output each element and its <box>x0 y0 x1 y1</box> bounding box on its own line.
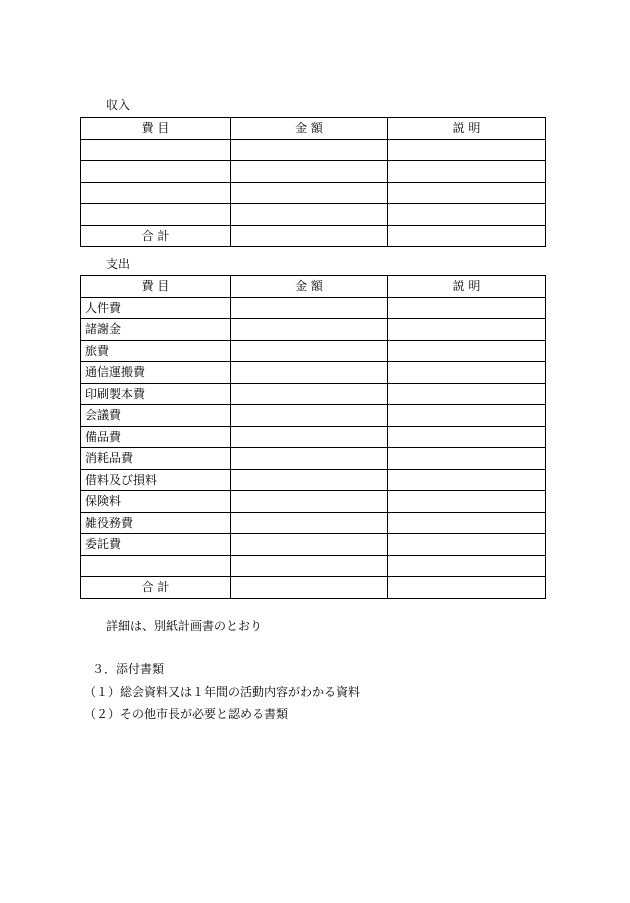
table-row <box>81 448 546 470</box>
description-cell <box>388 225 546 247</box>
description-cell <box>388 161 546 183</box>
item-cell <box>81 161 231 183</box>
description-cell <box>388 340 546 362</box>
attachment-item: （２）その他市長が必要と認める書類 <box>84 707 289 721</box>
description-cell <box>388 534 546 556</box>
description-cell <box>388 448 546 470</box>
description-cell <box>388 405 546 427</box>
table-row <box>81 405 546 427</box>
description-cell <box>388 182 546 204</box>
table-row <box>81 362 546 384</box>
amount-cell <box>231 297 388 319</box>
total-row <box>81 577 546 599</box>
table-row <box>81 297 546 319</box>
description-cell <box>388 383 546 405</box>
table-row <box>81 469 546 491</box>
details-note: 詳細は、別紙計画書のとおり <box>106 619 263 633</box>
table-row <box>81 534 546 556</box>
header-amount: 金 額 <box>231 276 388 298</box>
table-row <box>81 139 546 161</box>
amount-cell <box>231 362 388 384</box>
item-cell: 備品費 <box>81 426 231 448</box>
amount-cell <box>231 139 388 161</box>
amount-cell <box>231 512 388 534</box>
description-cell <box>388 491 546 513</box>
amount-cell <box>231 340 388 362</box>
description-cell <box>388 577 546 599</box>
item-cell: 雑役務費 <box>81 512 231 534</box>
description-cell <box>388 139 546 161</box>
item-cell: 旅費 <box>81 340 231 362</box>
item-cell: 印刷製本費 <box>81 383 231 405</box>
table-row <box>81 340 546 362</box>
total-label: 合 計 <box>81 225 231 247</box>
amount-cell <box>231 225 388 247</box>
attachment-item: （１）総会資料又は１年間の活動内容がわかる資料 <box>84 685 361 699</box>
description-cell <box>388 204 546 226</box>
amount-cell <box>231 383 388 405</box>
item-cell: 諸謝金 <box>81 319 231 341</box>
header-description: 説 明 <box>388 276 546 298</box>
total-row <box>81 225 546 247</box>
description-cell <box>388 555 546 577</box>
table-row <box>81 555 546 577</box>
amount-cell <box>231 405 388 427</box>
item-cell: 委託費 <box>81 534 231 556</box>
amount-cell <box>231 448 388 470</box>
income-title: 収入 <box>106 98 131 112</box>
item-cell <box>81 204 231 226</box>
description-cell <box>388 426 546 448</box>
item-cell <box>81 555 231 577</box>
table-row <box>81 204 546 226</box>
amount-cell <box>231 161 388 183</box>
description-cell <box>388 512 546 534</box>
amount-cell <box>231 491 388 513</box>
amount-cell <box>231 555 388 577</box>
item-cell: 通信運搬費 <box>81 362 231 384</box>
item-cell: 借料及び損料 <box>81 469 231 491</box>
amount-cell <box>231 469 388 491</box>
item-cell: 消耗品費 <box>81 448 231 470</box>
description-cell <box>388 319 546 341</box>
description-cell <box>388 297 546 319</box>
table-row <box>81 319 546 341</box>
expense-title: 支出 <box>106 257 131 271</box>
item-cell: 会議費 <box>81 405 231 427</box>
attachments-heading: ３．添付書類 <box>92 662 165 676</box>
amount-cell <box>231 204 388 226</box>
item-cell <box>81 182 231 204</box>
amount-cell <box>231 182 388 204</box>
item-cell: 保険料 <box>81 491 231 513</box>
table-row <box>81 383 546 405</box>
amount-cell <box>231 577 388 599</box>
item-cell <box>81 139 231 161</box>
table-row <box>81 491 546 513</box>
table-row <box>81 512 546 534</box>
amount-cell <box>231 426 388 448</box>
total-label: 合 計 <box>81 577 231 599</box>
amount-cell <box>231 534 388 556</box>
expense-header-row <box>81 276 546 298</box>
header-description: 説 明 <box>388 118 546 140</box>
header-amount: 金 額 <box>231 118 388 140</box>
header-item: 費 目 <box>81 276 231 298</box>
income-table <box>80 117 546 247</box>
expense-table <box>80 275 546 599</box>
income-header-row <box>81 118 546 140</box>
description-cell <box>388 362 546 384</box>
table-row <box>81 182 546 204</box>
header-item: 費 目 <box>81 118 231 140</box>
table-row <box>81 426 546 448</box>
description-cell <box>388 469 546 491</box>
item-cell: 人件費 <box>81 297 231 319</box>
table-row <box>81 161 546 183</box>
amount-cell <box>231 319 388 341</box>
